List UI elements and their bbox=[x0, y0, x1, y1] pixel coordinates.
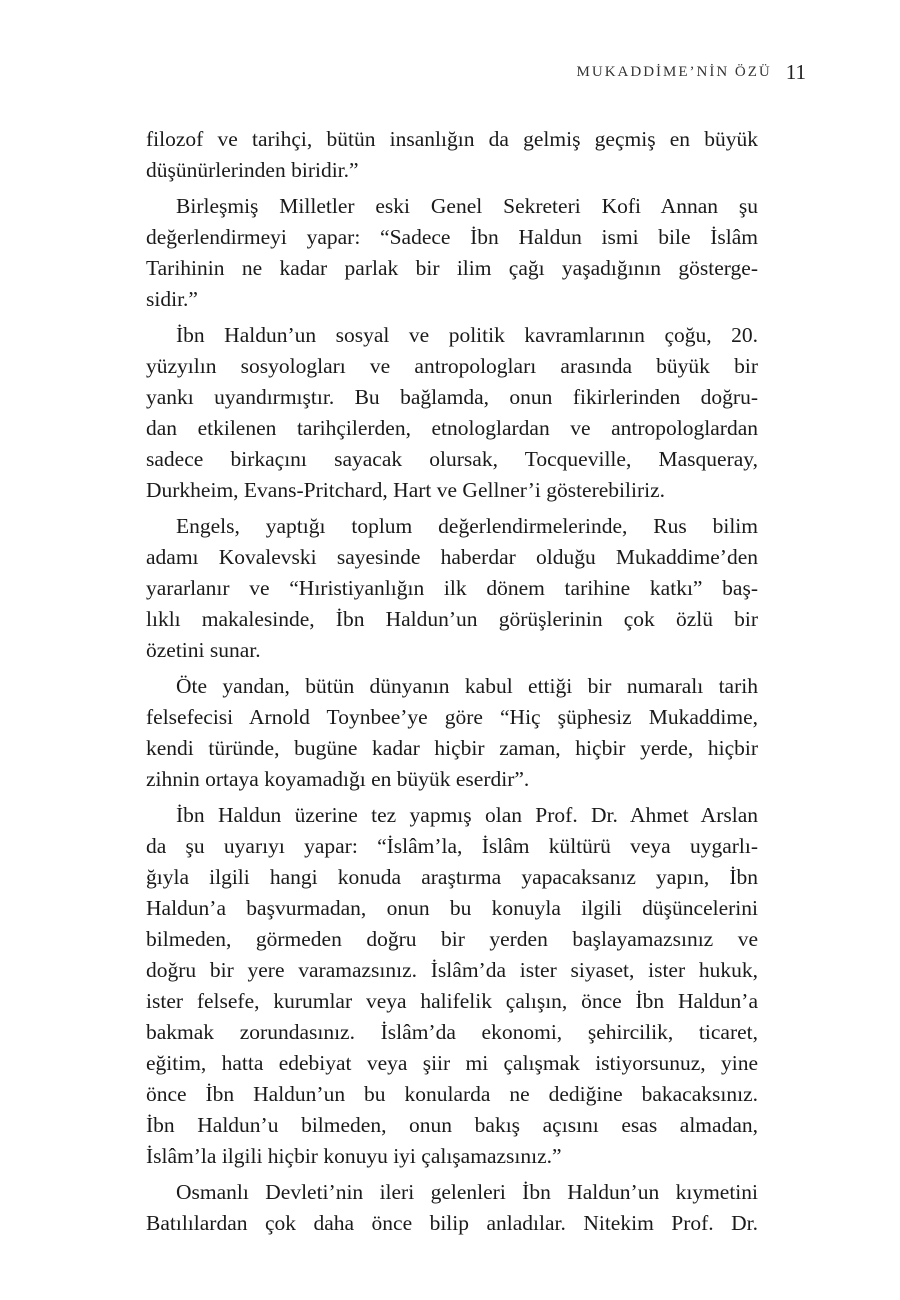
text-line: yüzyılın sosyologları ve antropologları arasında büyük bir bbox=[146, 354, 758, 378]
text-line: Durkheim, Evans-Pritchard, Hart ve Gellner’i gösterebiliriz. bbox=[146, 478, 666, 502]
text-line: doğru bir yere varamazsınız. İslâm’da ister siyaset, ister hukuk, bbox=[146, 958, 758, 982]
text-line: Engels, yaptığı toplum değerlendirmelerinde, Rus bilim bbox=[176, 514, 758, 538]
text-line: lıklı makalesinde, İbn Haldun’un görüşlerinin çok özlü bir bbox=[146, 607, 758, 631]
text-line: zihnin ortaya koyamadığı en büyük eserdir”. bbox=[146, 767, 530, 791]
text-line: İbn Haldun’u bilmeden, onun bakış açısını esas almadan, bbox=[146, 1113, 758, 1137]
running-head bbox=[0, 60, 806, 85]
text-line: Öte yandan, bütün dünyanın kabul ettiği bir numaralı tarih bbox=[176, 674, 758, 698]
text-line: düşünürlerinden biridir.” bbox=[146, 158, 359, 182]
text-line: sadece birkaçını sayacak olursak, Tocqueville, Masqueray, bbox=[146, 447, 758, 471]
paragraph bbox=[146, 1177, 758, 1239]
text-line: bakmak zorundasınız. İslâm’da ekonomi, şehircilik, ticaret, bbox=[146, 1020, 758, 1044]
text-line: önce İbn Haldun’un bu konularda ne dediğine bakacaksınız. bbox=[146, 1082, 758, 1106]
text-line: İbn Haldun’un sosyal ve politik kavramlarının çoğu, 20. bbox=[176, 323, 758, 347]
text-line: Batılılardan çok daha önce bilip anladılar. Nitekim Prof. Dr. bbox=[146, 1211, 758, 1235]
page-number: 11 bbox=[785, 60, 806, 84]
paragraph bbox=[146, 800, 758, 1172]
text-line: yankı uyandırmıştır. Bu bağlamda, onun fikirlerinden doğru- bbox=[146, 385, 758, 409]
text-line: Haldun’a başvurmadan, onun bu konuyla ilgili düşüncelerini bbox=[146, 896, 758, 920]
text-line: Tarihinin ne kadar parlak bir ilim çağı yaşadığının gösterge- bbox=[146, 256, 758, 280]
text-line: felsefecisi Arnold Toynbee’ye göre “Hiç şüphesiz Mukaddime, bbox=[146, 705, 758, 729]
text-line: yararlanır ve “Hıristiyanlığın ilk dönem tarihine katkı” baş- bbox=[146, 576, 758, 600]
text-line: bilmeden, görmeden doğru bir yerden başlayamazsınız ve bbox=[146, 927, 758, 951]
text-line: filozof ve tarihçi, bütün insanlığın da gelmiş geçmiş en büyük bbox=[146, 127, 758, 151]
text-line: ğıyla ilgili hangi konuda araştırma yapacaksanız yapın, İbn bbox=[146, 865, 758, 889]
running-title: MUKADDİME’NİN ÖZÜ bbox=[576, 64, 772, 80]
text-line: değerlendirmeyi yapar: “Sadece İbn Haldun ismi bile İslâm bbox=[146, 225, 758, 249]
text-line: Birleşmiş Milletler eski Genel Sekreteri Kofi Annan şu bbox=[176, 194, 758, 218]
text-line: eğitim, hatta edebiyat veya şiir mi çalışmak istiyorsunuz, yine bbox=[146, 1051, 758, 1075]
text-line: Osmanlı Devleti’nin ileri gelenleri İbn Haldun’un kıymetini bbox=[176, 1180, 758, 1204]
paragraph bbox=[146, 671, 758, 795]
text-line: adamı Kovalevski sayesinde haberdar olduğu Mukaddime’den bbox=[146, 545, 758, 569]
text-line: dan etkilenen tarihçilerden, etnologlardan ve antropologlardan bbox=[146, 416, 758, 440]
text-line: özetini sunar. bbox=[146, 638, 261, 662]
text-line: sidir.” bbox=[146, 287, 198, 311]
paragraph bbox=[146, 511, 758, 666]
text-line: ister felsefe, kurumlar veya halifelik çalışın, önce İbn Haldun’a bbox=[146, 989, 758, 1013]
paragraph bbox=[146, 191, 758, 315]
text-line: kendi türünde, bugüne kadar hiçbir zaman, hiçbir yerde, hiçbir bbox=[146, 736, 758, 760]
body-text bbox=[146, 124, 758, 1239]
text-line: da şu uyarıyı yapar: “İslâm’la, İslâm kültürü veya uygarlı- bbox=[146, 834, 758, 858]
paragraph bbox=[146, 320, 758, 506]
paragraph bbox=[146, 124, 758, 186]
text-line: İbn Haldun üzerine tez yapmış olan Prof. Dr. Ahmet Arslan bbox=[176, 803, 758, 827]
text-line: İslâm’la ilgili hiçbir konuyu iyi çalışamazsınız.” bbox=[146, 1144, 562, 1168]
